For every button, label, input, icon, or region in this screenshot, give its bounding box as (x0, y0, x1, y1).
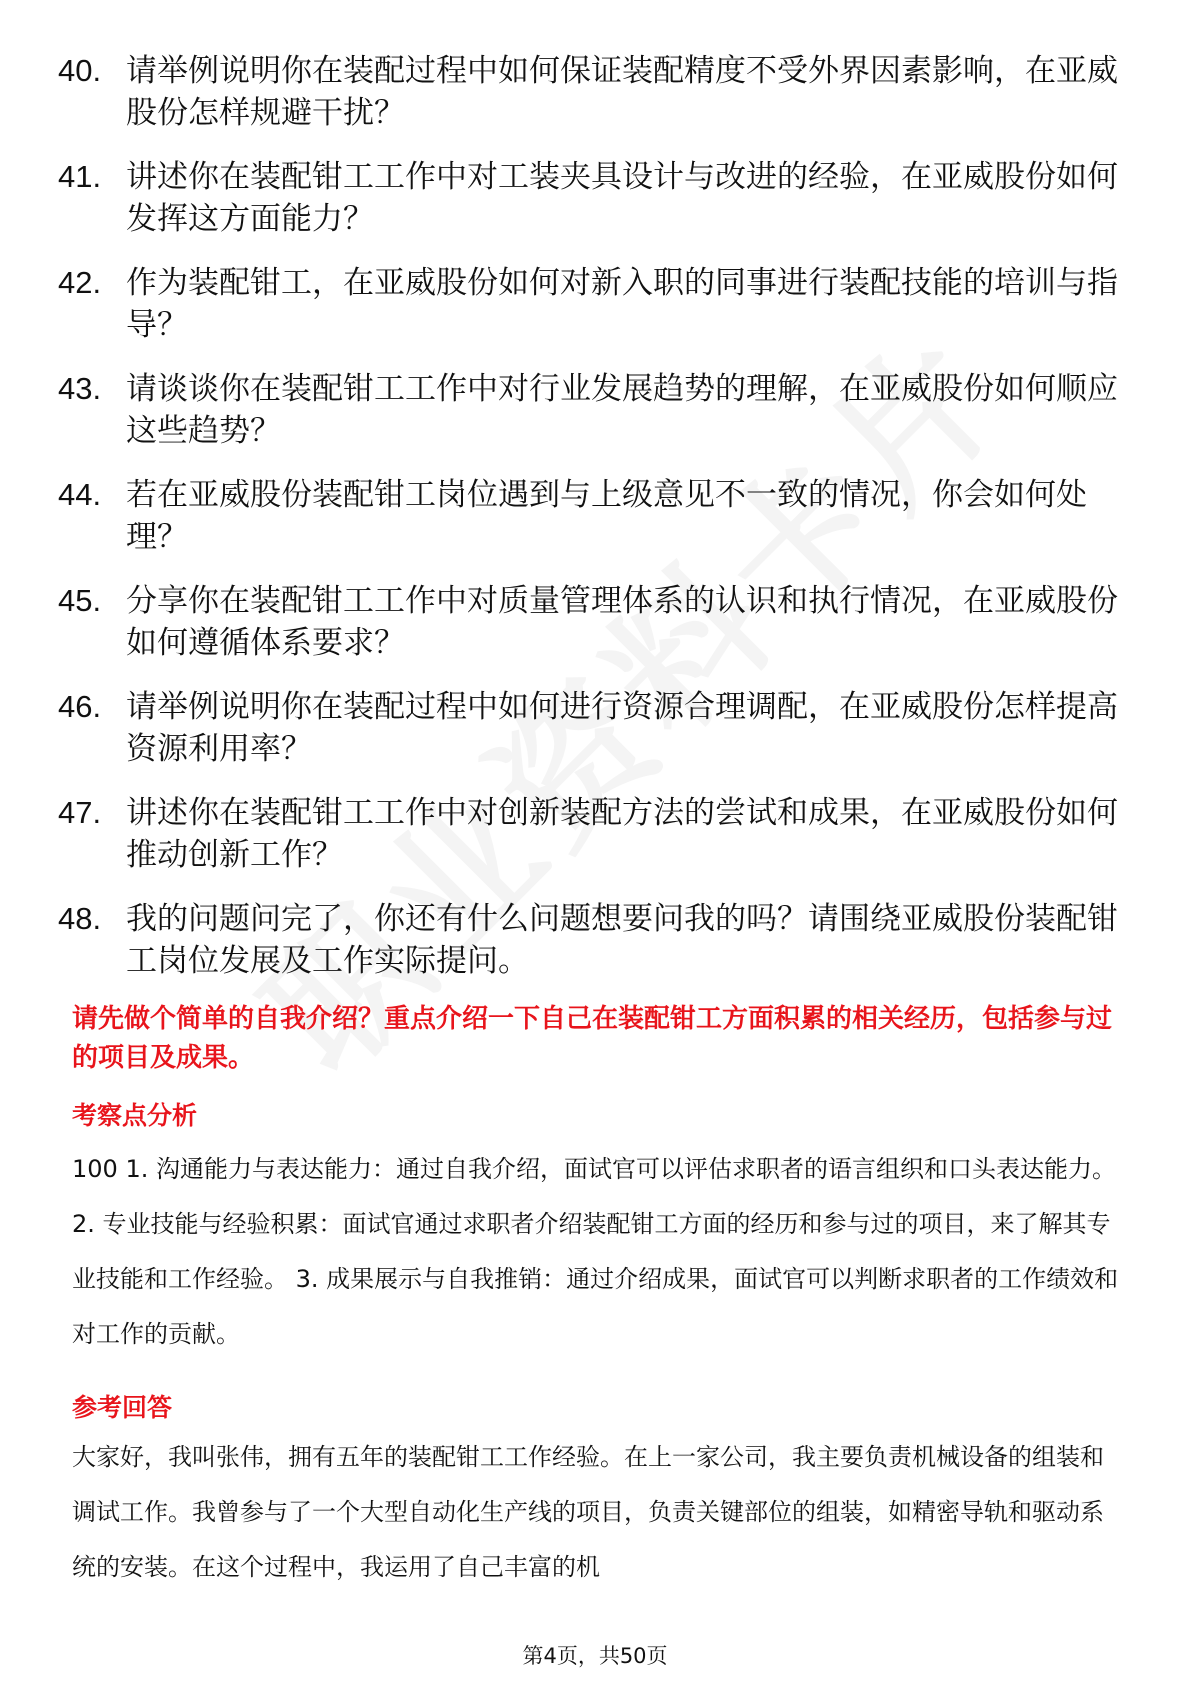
main-question: 请先做个简单的自我介绍？重点介绍一下自己在装配钳工方面积累的相关经历，包括参与过的项目及成果。 (72, 1004, 1113, 1073)
question-number: 40. (58, 53, 102, 88)
question-number: 42. (58, 265, 102, 300)
question-item (58, 580, 1118, 664)
question-item (58, 262, 1118, 346)
question-number: 44. (58, 477, 102, 512)
question-text: 请举例说明你在装配过程中如何保证装配精度不受外界因素影响，在亚威股份怎样规避干扰？ (126, 53, 1118, 131)
question-text: 若在亚威股份装配钳工岗位遇到与上级意见不一致的情况，你会如何处理？ (126, 477, 1087, 555)
question-number: 41. (58, 159, 102, 194)
question-item (58, 792, 1118, 876)
question-text: 讲述你在装配钳工工作中对创新装配方法的尝试和成果，在亚威股份如何推动创新工作？ (126, 795, 1118, 873)
question-text: 请谈谈你在装配钳工工作中对行业发展趋势的理解，在亚威股份如何顺应这些趋势？ (126, 371, 1118, 449)
question-text: 请举例说明你在装配过程中如何进行资源合理调配，在亚威股份怎样提高资源利用率？ (126, 689, 1118, 767)
page-footer: 第4页，共50页 (522, 1644, 668, 1668)
question-item (58, 368, 1118, 452)
question-list (58, 50, 1118, 1004)
answer-body: 大家好，我叫张伟，拥有五年的装配钳工工作经验。在上一家公司，我主要负责机械设备的组装和调试工作。我曾参与了一个大型自动化生产线的项目，负责关键部位的组装，如精密导轨和驱动系统的安装。在这个过程中，我运用了自己丰富的机 (72, 1443, 1104, 1581)
question-text: 我的问题问完了，你还有什么问题想要问我的吗？请围绕亚威股份装配钳工岗位发展及工作实际提问。 (126, 901, 1118, 979)
question-item (58, 156, 1118, 240)
question-number: 45. (58, 583, 102, 618)
analysis-heading: 考察点分析 (72, 1101, 198, 1130)
question-text: 作为装配钳工，在亚威股份如何对新入职的同事进行装配技能的培训与指导？ (126, 265, 1118, 343)
answer-heading: 参考回答 (72, 1393, 173, 1422)
question-item (58, 474, 1118, 558)
question-number: 48. (58, 901, 102, 936)
question-number: 47. (58, 795, 102, 830)
analysis-body: 100 1. 沟通能力与表达能力：通过自我介绍，面试官可以评估求职者的语言组织和口头表达能力。 2. 专业技能与经验积累：面试官通过求职者介绍装配钳工方面的经历和参与过的项目，来了解其专业技能和工作经验。 3. 成果展示与自我推销：通过介绍成果，面试官可以判断求职者的工作绩效和对工作的贡献。 (72, 1155, 1119, 1348)
question-item (58, 898, 1118, 982)
question-text: 分享你在装配钳工工作中对质量管理体系的认识和执行情况，在亚威股份如何遵循体系要求？ (126, 583, 1118, 661)
question-number: 43. (58, 371, 102, 406)
question-item (58, 50, 1118, 134)
question-number: 46. (58, 689, 102, 724)
question-item (58, 686, 1118, 770)
question-text: 讲述你在装配钳工工作中对工装夹具设计与改进的经验，在亚威股份如何发挥这方面能力？ (126, 159, 1118, 237)
